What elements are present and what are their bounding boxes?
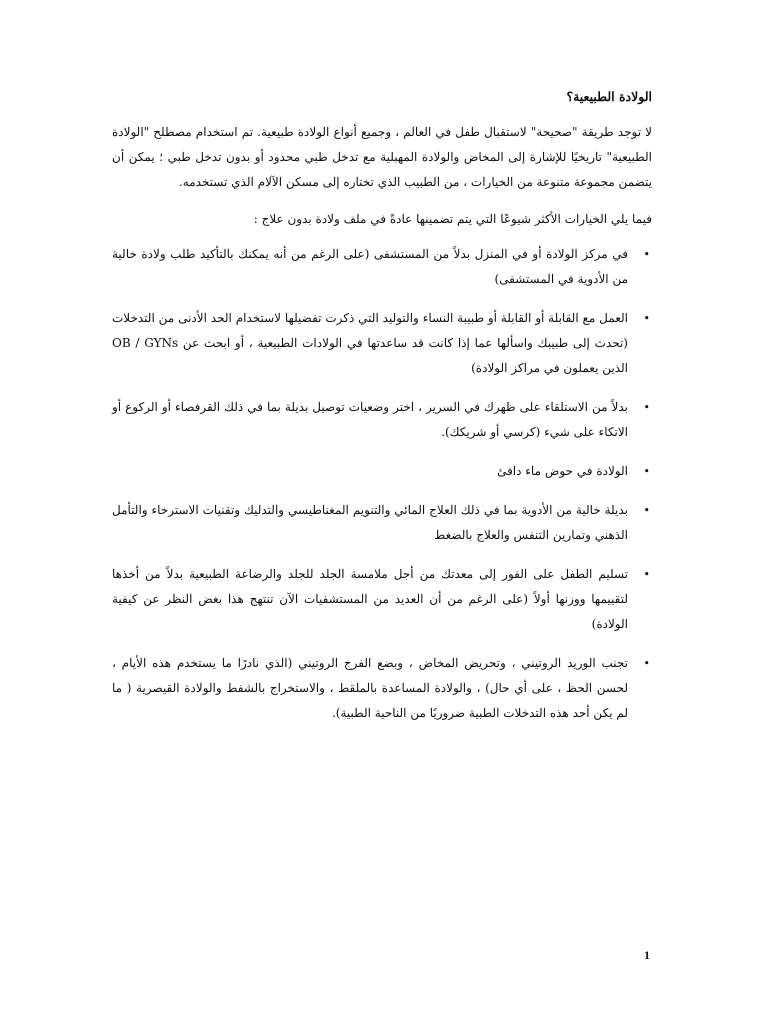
document-body <box>112 86 652 740</box>
bullet-icon: • <box>643 568 650 581</box>
page-title: الولادة الطبيعية؟ <box>566 89 652 104</box>
list-item <box>112 651 652 726</box>
list-item-text: بدلاً من الاستلقاء على ظهرك في السرير ، اختر وضعيات توصيل بديلة بما في ذلك القرفصاء أو الركوع أو الاتكاء على شيء (كرسي أو شريكك). <box>112 400 628 439</box>
list-item-text: في مركز الولادة أو في المنزل بدلاً من المستشفى (على الرغم من أنه يمكنك بالتأكيد طلب ولادة خالية من الأدوية في المستشفى) <box>112 247 628 286</box>
list-item <box>112 562 652 637</box>
list-item-text: الولادة في حوض ماء دافئ <box>497 464 628 478</box>
list-item-text: العمل مع القابلة أو القابلة أو طبيبة النساء والتوليد التي ذكرت تفضيلها لاستخدام الحد الأدنى من التدخلات (تحدث إلى طبيبك واسألها عما إذا كانت قد ساعدتها في الولادات الطبيعية ، أو ابحث عن OB / GYNs الذين يعملون في مراكز الولادة) <box>112 311 628 375</box>
list-item <box>112 395 652 445</box>
list-item <box>112 306 652 381</box>
list-item <box>112 459 652 484</box>
bullet-icon: • <box>643 465 650 478</box>
list-item-text: تجنب الوريد الروتيني ، وتحريض المخاض ، وبضع الفرج الروتيني (الذي نادرًا ما يستخدم هذه الأيام ، لحسن الحظ ، على أي حال) ، والولادة المساعدة بالملقط ، والاستخراج بالشفط والولادة القيصرية ( ما لم يكن أحد هذه التدخلات الطبية ضروريًا من الناحية الطبية). <box>112 656 628 720</box>
list-item-text: تسليم الطفل على الفور إلى معدتك من أجل ملامسة الجلد للجلد والرضاعة الطبيعية بدلاً من أخذها لتقييمها ووزنها أولاً (على الرغم من أن العديد من المستشفيات الآن تنتهج هذا بغض النظر عن كيفية الولادة) <box>112 567 628 631</box>
bullet-icon: • <box>643 312 650 325</box>
intro-paragraph: لا توجد طريقة "صحيحة" لاستقبال طفل في العالم ، وجميع أنواع الولادة طبيعية. تم استخدام مصطلح "الولادة الطبيعية" تاريخيًا للإشارة إلى المخاض والولادة المهبلية مع تدخل طبي محدود أو بدون تدخل طبي ؛ يمكن أن يتضمن مجموعة متنوعة من الخيارات ، من الطبيب الذي تختاره إلى مسكن الآلام الذي تستخدمه. <box>112 125 652 189</box>
options-list <box>112 242 652 726</box>
list-item <box>112 498 652 548</box>
bullet-icon: • <box>643 248 650 261</box>
bullet-icon: • <box>643 504 650 517</box>
bullet-icon: • <box>643 401 650 414</box>
page-number: 1 <box>644 948 650 962</box>
list-lead-paragraph: فيما يلي الخيارات الأكثر شيوعًا التي يتم تضمينها عادةً في ملف ولادة بدون علاج : <box>253 212 652 226</box>
bullet-icon: • <box>643 657 650 670</box>
list-item-text: بديلة خالية من الأدوية بما في ذلك العلاج المائي والتنويم المغناطيسي والتدليك وتقنيات الاسترخاء والتأمل الذهني وتمارين التنفس والعلاج بالضغط <box>112 503 629 542</box>
list-item <box>112 242 652 292</box>
